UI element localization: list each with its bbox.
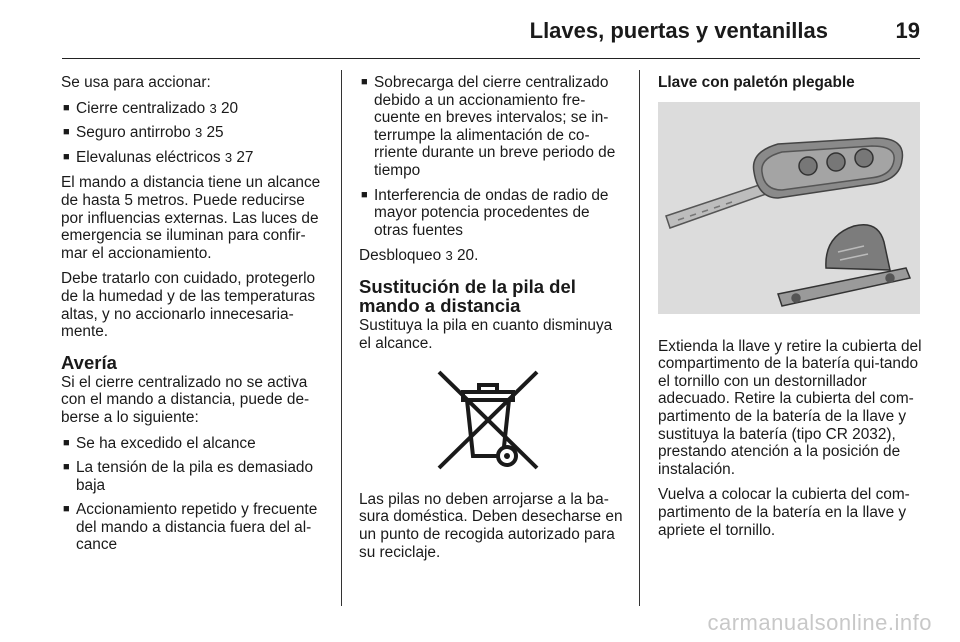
list-item: ■ Cierre centralizado 3 20 — [63, 99, 239, 117]
key-illustration-graphic — [658, 102, 920, 314]
column-divider — [639, 70, 640, 606]
averia-intro: Si el cierre centralizado no se activa con el mando a distancia, puede de-berse a lo siguiente: — [61, 373, 310, 426]
disposal-paragraph: Las pilas no deben arrojarse a la ba-sura doméstica. Deben desecharse en un punto de recogida autorizado para su reciclaje. — [359, 490, 623, 561]
unlock-reference: Desbloqueo 3 20. — [359, 247, 479, 265]
list-item: ■ Seguro antirrobo 3 25 — [63, 124, 224, 142]
bullet-icon: ■ — [361, 76, 368, 88]
bullet-icon: ■ — [63, 150, 70, 163]
page-reference[interactable]: 25 — [206, 124, 224, 142]
heading-averia: Avería — [61, 351, 117, 373]
bullet-icon: ■ — [63, 126, 70, 139]
bullet-icon: ■ — [63, 503, 70, 516]
watermark: carmanualsonline.info — [707, 610, 932, 635]
uses-list — [61, 100, 327, 167]
bullet-icon: ■ — [63, 461, 70, 474]
bullet-icon: ■ — [361, 188, 368, 201]
column-middle — [359, 74, 625, 569]
page-reference[interactable]: 27 — [236, 148, 254, 166]
heading-folding-key: Llave con paletón plegable — [658, 74, 855, 91]
causes-list-continued — [359, 74, 625, 239]
range-paragraph: El mando a distancia tiene un alcance de hasta 5 metros. Puede reducirse por influencias externas. Las luces de emergencia se iluminan para confir-mar el accionamiento. — [61, 174, 321, 262]
page-reference[interactable]: 20 — [220, 99, 239, 117]
uses-intro: Se usa para accionar: — [61, 74, 211, 91]
page-reference[interactable]: 20. — [456, 247, 479, 265]
list-item: ■ Se ha excedido el alcance — [63, 434, 256, 452]
heading-battery-replacement: Sustitución de la pila del mando a distancia — [359, 275, 576, 316]
reference-arrow-icon: 3 — [224, 149, 233, 165]
column-divider — [341, 70, 342, 606]
bullet-icon: ■ — [63, 101, 70, 114]
column-left — [61, 74, 327, 562]
care-paragraph: Debe tratarlo con cuidado, protegerlo de la humedad y de las temperaturas altas, y no accionarlo innecesaria-mente. — [61, 270, 316, 341]
folding-key-illustration — [658, 102, 920, 314]
page-number: 19 — [895, 18, 920, 43]
reassembly-paragraph: Vuelva a colocar la cubierta del com-partimento de la batería en la llave y apriete el tornillo. — [658, 486, 910, 539]
list-item: ■ La tensión de la pila es demasiado baja — [63, 459, 314, 494]
section-title: Llaves, puertas y ventanillas — [529, 18, 828, 43]
reference-arrow-icon: 3 — [194, 125, 203, 141]
column-right — [658, 74, 924, 547]
list-item: ■ Interferencia de ondas de radio de mayor potencia procedentes de otras fuentes — [361, 186, 609, 239]
page-header — [62, 0, 920, 59]
reference-arrow-icon: 3 — [209, 100, 217, 116]
instructions-paragraph: Extienda la llave y retire la cubierta del compartimento de la batería qui-tando el tornillo con un destornillador adecuado. Retire la cubierta del com-partimento de la batería de la llave y sustituya la batería (tipo CR 2032), prestando atención a la posición de instalación. — [658, 337, 922, 478]
reference-arrow-icon: 3 — [445, 248, 453, 264]
list-item: ■ Accionamiento repetido y frecuente del mando a distancia fuera del al-cance — [63, 501, 318, 554]
battery-intro: Sustituya la pila en cuanto disminuya el alcance. — [359, 316, 613, 352]
bullet-icon: ■ — [63, 436, 70, 449]
crossed-bin-icon — [433, 368, 543, 472]
causes-list — [61, 435, 327, 555]
list-item: ■ Sobrecarga del cierre centralizado debido a un accionamiento fre-cuente en breves intervalos; se in-terrumpe la alimentación de co-rriente durante un breve periodo de tiempo — [361, 74, 616, 179]
list-item: ■ Elevalunas eléctricos 3 27 — [63, 148, 254, 166]
